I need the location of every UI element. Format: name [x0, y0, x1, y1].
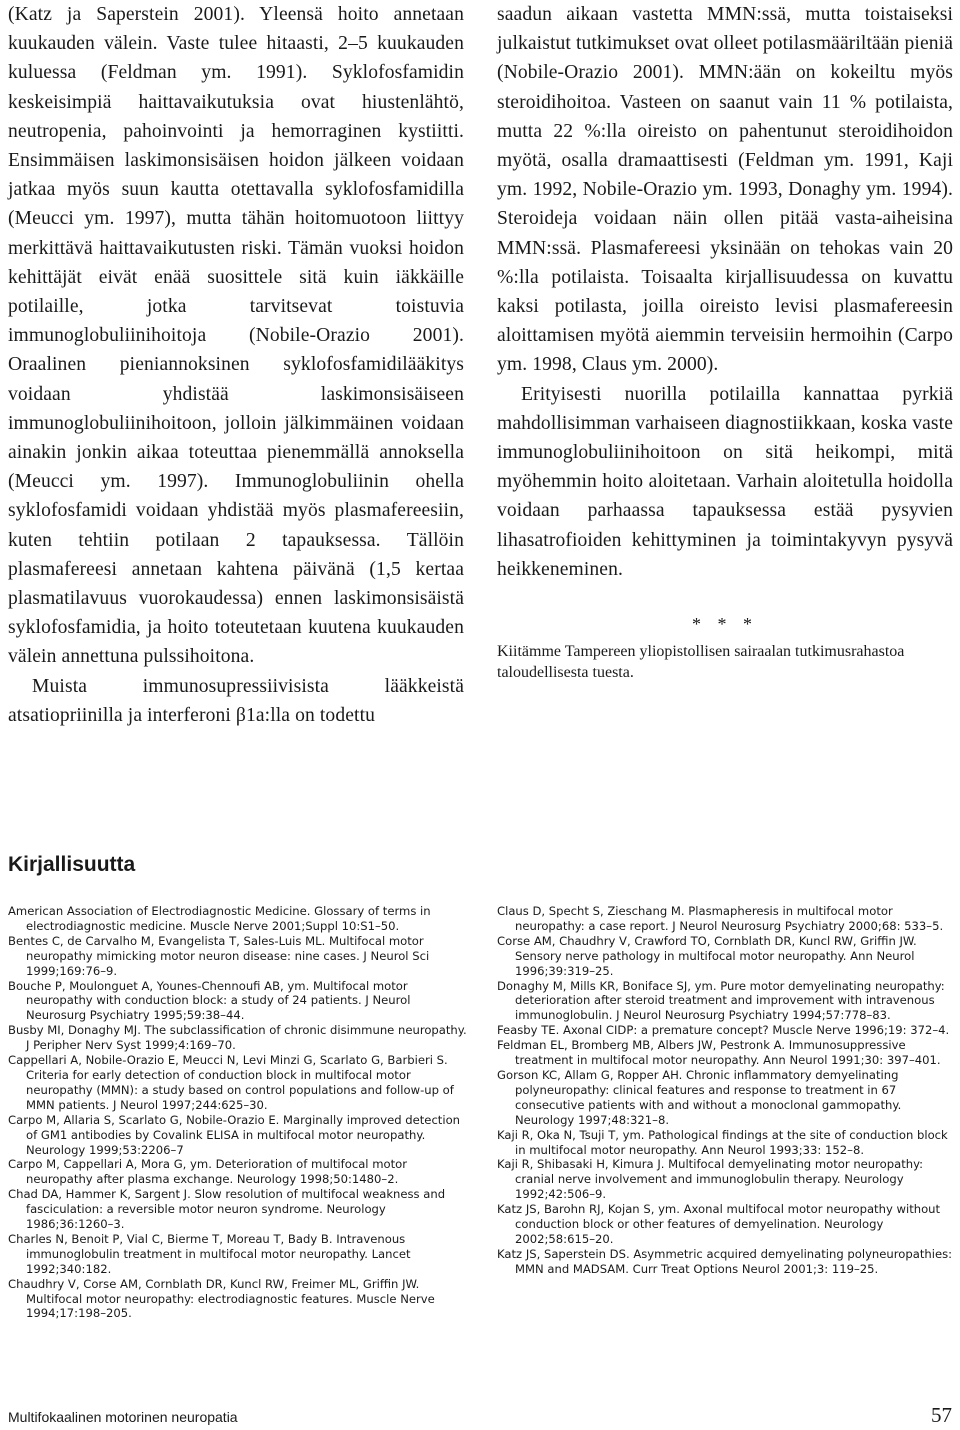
- references-list-right: [497, 904, 959, 1277]
- reference-item: Bentes C, de Carvalho M, Evangelista T, Sales-Luis ML. Multifocal motor neuropathy mimicking motor neuron disease: nine cases. J Neurol Sci 1999;169:76–9.: [8, 933, 430, 978]
- reference-item: Chad DA, Hammer K, Sargent J. Slow resolution of multifocal weakness and fasciculation: a reversible motor neuron syndrome. Neurology 1986;36:1260–3.: [8, 1187, 446, 1232]
- running-footer-title: Multifokaalinen motorinen neuropatia: [8, 1409, 238, 1425]
- body-paragraph: Erityisesti nuorilla potilailla kannattaa pyrkiä mahdollisimman varhaiseen diagnostiikkaan, koska vaste immunoglobuliinihoitoon on sitä heikompi, mitä myöhemmin hoito aloitetaan. Varhain aloitetulla hoidolla voidaan parhaassa tapauksessa estää pysyvien lihasatrofioiden kehittyminen ja toimintakyvyn pysyvä heikkeneminen.: [497, 383, 953, 580]
- reference-item: Carpo M, Allaria S, Scarlato G, Nobile-Orazio E. Marginally improved detection of GM1 antibodies by Covalink ELISA in multifocal motor neuropathy. Neurology 1999;53:2206–7: [8, 1112, 461, 1157]
- reference-item: Katz JS, Saperstein DS. Asymmetric acquired demyelinating polyneuropathies: MMN and MADSAM. Curr Treat Options Neurol 2001;3: 119–25.: [497, 1246, 953, 1276]
- reference-item: Charles N, Benoit P, Vial C, Bierme T, Moreau T, Bady B. Intravenous immunoglobulin treatment in multifocal motor neuropathy. Lancet 1992;340:182.: [8, 1231, 411, 1276]
- reference-item: Chaudhry V, Corse AM, Cornblath DR, Kuncl RW, Freimer ML, Griffin JW. Multifocal motor neuropathy: electrodiagnostic features. Muscle Nerve 1994;17:198–205.: [8, 1276, 435, 1321]
- reference-item: Carpo M, Cappellari A, Mora G, ym. Deterioration of multifocal motor neuropathy after plasma exchange. Neurology 1998;50:1480–2.: [8, 1157, 408, 1187]
- section-separator: * * *: [692, 614, 758, 635]
- reference-item: Feldman EL, Bromberg MB, Albers JW, Pestronk A. Immunosuppressive treatment in multifocal motor neuropathy. Ann Neurol 1991;30: 397–401.: [497, 1038, 941, 1068]
- reference-item: Claus D, Specht S, Zieschang M. Plasmapheresis in multifocal motor neuropathy: a case report. J Neurol Neurosurg Psychiatry 2000;68: 533–5.: [497, 904, 944, 933]
- right-text-column: [497, 0, 953, 683]
- acknowledgement: Kiitämme Tampereen yliopistollisen sairaalan tutkimusrahastoa taloudellisesta tuesta.: [497, 643, 905, 682]
- reference-item: Busby MI, Donaghy MJ. The subclassification of chronic disimmune neuropathy. J Peripher Nerv Syst 1999;4:169–70.: [8, 1023, 467, 1053]
- body-paragraph: saadun aikaan vastetta MMN:ssä, mutta toistaiseksi julkaistut tutkimukset ovat olleet potilasmääriltään pieniä (Nobile-Orazio 2001). MMN:ään on kokeiltu myös steroidihoitoa. Vasteen on saanut vain 11 % potilaista, mutta 22 %:lla oireisto on pahentunut steroidihoidon myötä, osalla dramaattisesti (Feldman ym. 1991, Kaji ym. 1992, Nobile-Orazio ym. 1993, Donaghy ym. 1994). Steroideja voidaan näin ollen pitää vasta-aiheisina MMN:ssä. Plasmafereesi yksinään on tehokas vain 20 %:lla potilaista. Toisaalta kirjallisuudessa on kuvattu kaksi potilasta, joilla oireisto levisi plasmafereesin aloittamisen myötä aiemmin terveisiin hermoihin (Carpo ym. 1998, Claus ym. 2000).: [497, 4, 953, 376]
- references-list-left: [8, 904, 468, 1321]
- body-paragraph: (Katz ja Saperstein 2001). Yleensä hoito annetaan kuukauden välein. Vaste tulee hitaasti, 2–5 kuukauden kuluessa (Feldman ym. 1991). Syklofosfamidin keskeisimpiä haittavaikutuksia ovat hiustenlähtö, neutropenia, pahoinvointi ja hemorraginen kystiitti. Ensimmäisen laskimonsisäisen hoidon jälkeen voidaan jatkaa myös suun kautta otettavalla syklofosfamidilla (Meucci ym. 1997), mutta tähän hoitomuotoon liittyy merkittävä haittavaikutusten riski. Tämän vuoksi hoidon kehittäjät eivät enää suosittele sitä kuin iäkkäille potilaille, jotka tarvitsevat toistuvia immunoglobuliinihoitoja (Nobile-Orazio 2001). Oraalinen pieniannoksinen syklofosfamidilääkitys voidaan yhdistää laskimonsisäiseen immunoglobuliinihoitoon, jolloin jälkimmäinen voidaan ainakin jonkin aikaa toteuttaa pienemmällä annoksella (Meucci ym. 1997). Immunoglobuliinin ohella syklofosfamidi voidaan yhdistää myös plasmafereesiin, kuten tehtiin potilaan 2 tapauksessa. Tällöin plasmafereesi annetaan kahtena päivänä (1,5 kertaa plasmatilavuus vuorokaudessa) ennen laskimonsisäistä syklofosfamidia, ja hoito toteutetaan kuutena kuukauden välein annettuna pulssihoitona.: [8, 4, 464, 668]
- reference-item: Gorson KC, Allam G, Ropper AH. Chronic inflammatory demyelinating polyneuropathy: clinical features and response to treatment in 67 consecutive patients with and without a monoclonal gammopathy. Neurology 1997;48:321–8.: [497, 1067, 902, 1127]
- reference-item: American Association of Electrodiagnostic Medicine. Glossary of terms in electrodiagnostic medicine. Muscle Nerve 2001;Suppl 10:S1–50.: [8, 904, 431, 933]
- reference-item: Katz JS, Barohn RJ, Kojan S, ym. Axonal multifocal motor neuropathy without conduction block or other features of demyelination. Neurology 2002;58:615–20.: [497, 1202, 941, 1246]
- body-paragraph: Muista immunosupressiivisista lääkkeistä atsatiopriinilla ja interferoni β1a:lla on todettu: [8, 675, 464, 726]
- references-heading: Kirjallisuutta: [8, 853, 136, 876]
- page-number: 57: [931, 1403, 952, 1427]
- reference-item: Bouche P, Moulonguet A, Younes-Chennoufi AB, ym. Multifocal motor neuropathy with conduction block: a study of 24 patients. J Neurol Neurosurg Psychiatry 1995;59:38–44.: [8, 978, 411, 1023]
- reference-item: Cappellari A, Nobile-Orazio E, Meucci N, Levi Minzi G, Scarlato G, Barbieri S. Criteria for early detection of conduction block in multifocal motor neuropathy (MMN): a study based on control populations and follow-up of MMN patients. J Neurol 1997;244:625–30.: [8, 1053, 454, 1112]
- reference-item: Corse AM, Chaudhry V, Crawford TO, Cornblath DR, Kuncl RW, Griffin JW. Sensory nerve pathology in multifocal motor neuropathy. Ann Neurol 1996;39:319–25.: [497, 933, 917, 978]
- reference-item: Kaji R, Shibasaki H, Kimura J. Multifocal demyelinating motor neuropathy: cranial nerve involvement and immunoglobulin therapy. Neurology 1992;42:506–9.: [497, 1157, 924, 1202]
- reference-item: Donaghy M, Mills KR, Boniface SJ, ym. Pure motor demyelinating neuropathy: deterioration after steroid treatment and improvement with intravenous immunoglobulin. J Neurol Neurosurg Psychiatry 1994;57:778–83.: [497, 978, 945, 1023]
- reference-item: Kaji R, Oka N, Tsuji T, ym. Pathological findings at the site of conduction block in multifocal motor neuropathy. Ann Neurol 1993;33: 152–8.: [497, 1127, 948, 1157]
- left-text-column: [8, 0, 464, 730]
- reference-item: Feasby TE. Axonal CIDP: a premature concept? Muscle Nerve 1996;19: 372–4.: [497, 1023, 950, 1038]
